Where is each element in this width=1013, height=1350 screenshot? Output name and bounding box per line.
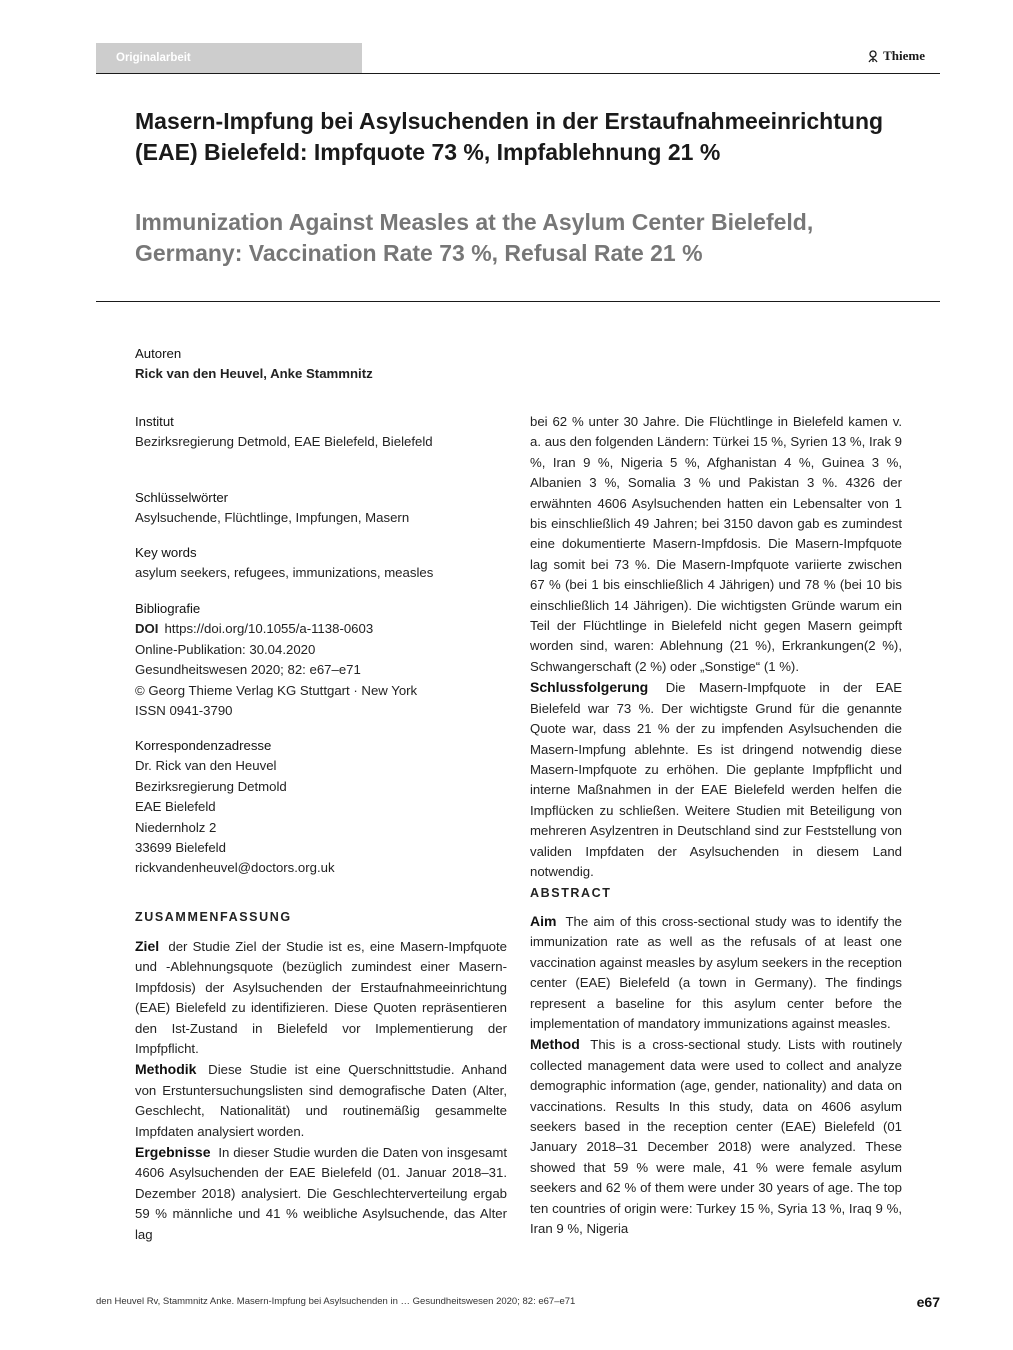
abstract-heading: ABSTRACT [530, 886, 612, 900]
aim-label: Aim [530, 913, 557, 929]
schluss-label: Schlussfolgerung [530, 679, 649, 696]
correspondence-block [135, 736, 507, 879]
methodik-label: Methodik [135, 1061, 197, 1078]
copyright-line: © Georg Thieme Verlag KG Stuttgart · New York [135, 682, 418, 698]
institute-block [135, 412, 507, 453]
correspondence-label: Korrespondenzadresse [135, 738, 272, 753]
bibliography-block [135, 599, 507, 721]
institute-text: Bezirksregierung Detmold, EAE Bielefeld, Bielefeld [135, 434, 433, 450]
journal-citation: Gesundheitswesen 2020; 82: e67–e71 [135, 662, 361, 678]
publisher-brand [867, 48, 925, 64]
page-number: e67 [916, 1294, 940, 1310]
methodik-text: Diese Studie ist eine Querschnittstudie. Anhand von Erstuntersuchungslisten sind demografische Daten (Alter, Geschlecht, Nationalität) und routinemäßig gesammelte Impfdaten analysiert worden. [135, 1062, 507, 1139]
ergebnisse-label: Ergebnisse [135, 1144, 211, 1161]
title-english: Immunization Against Measles at the Asylum Center Bielefeld, Germany: Vaccination Rate 73 %, Refusal Rate 21 % [135, 209, 814, 266]
keywords-en-text: asylum seekers, refugees, immunizations, measles [135, 565, 434, 581]
title-rule [96, 301, 940, 302]
keywords-en-label: Key words [135, 545, 197, 560]
article-type-label: Originalarbeit [96, 43, 362, 73]
thieme-logo-icon [867, 50, 879, 63]
abstract-body [530, 911, 902, 1240]
methodik-paragraph [135, 1059, 507, 1142]
ergebnisse-paragraph [135, 1142, 507, 1245]
ziel-text: der Studie Ziel der Studie ist es, eine Masern-Impfquote und -Ablehnungsquote (bezüglich zumindest einer Masern-Impfdosis) der Asylsuchenden der Erstaufnahmeeinrichtung (EAE) Bielefeld zu identifizieren. Diese Quoten repräsentieren den Ist-Zustand in Bielefeld vor Implementierung der Impfpflicht. [135, 939, 507, 1057]
keywords-de-label: Schlüsselwörter [135, 490, 229, 505]
doi-link[interactable]: https://doi.org/10.1055/a-1138-0603 [164, 621, 374, 637]
correspondence-email[interactable]: rickvandenheuvel@doctors.org.uk [135, 860, 335, 876]
zusammenfassung-heading: ZUSAMMENFASSUNG [135, 910, 292, 924]
correspondence-line: 33699 Bielefeld [135, 840, 226, 856]
doi-line [135, 619, 507, 639]
publisher-name: Thieme [883, 48, 925, 63]
authors-label: Autoren [135, 346, 182, 361]
aim-text: The aim of this cross-sectional study was to identify the immunization rate as well as the refusals of at least one vaccination against measles by asylum seekers in the reception center (EAE) Bielefeld (a town in Germany). The findings represent a baseline for this asylum center before the implementation of mandatory immunizations against measles. [530, 914, 902, 1032]
aim-paragraph [530, 911, 902, 1034]
bibliography-label: Bibliografie [135, 601, 201, 616]
ziel-paragraph [135, 936, 507, 1059]
ziel-label: Ziel [135, 938, 160, 954]
online-publication: Online-Publikation: 30.04.2020 [135, 641, 316, 657]
authors-names: Rick van den Heuvel, Anke Stammnitz [135, 366, 373, 382]
zusammenfassung-continued [530, 412, 902, 882]
keywords-en-block [135, 543, 507, 584]
correspondence-line: Niedernholz 2 [135, 819, 217, 835]
header-rule [96, 73, 940, 74]
footer-citation: den Heuvel Rv, Stammnitz Anke. Masern-Impfung bei Asylsuchenden in … Gesundheitswesen 2020; 82: e67–e71 [96, 1296, 576, 1307]
schluss-paragraph [530, 677, 902, 882]
correspondence-line: Dr. Rick van den Heuvel [135, 758, 277, 774]
issn-line: ISSN 0941-3790 [135, 703, 233, 719]
institute-label: Institut [135, 414, 174, 429]
correspondence-line: Bezirksregierung Detmold [135, 778, 287, 794]
doi-label: DOI [135, 621, 159, 637]
ergebnisse-continued: bei 62 % unter 30 Jahre. Die Flüchtlinge in Bielefeld kamen v. a. aus den folgenden Ländern: Türkei 15 %, Syrien 13 %, Irak 9 %, Iran 9 %, Nigeria 5 %, Afghanistan 4 %, Guinea 3 %, Albanien 3 %, Somalia 3 % und Pakistan 3 %. 4326 der erwähnten 4606 Asylsuchenden hatten ein Lebensalter von 1 bis einschließlich 49 Jahren; bei 3150 davon gab es zumindest eine dokumentierte Masern-Impfdosis. Die Masern-Impfquote lag somit bei 73 %. Die Masern-Impfquote variierte zwischen 67 % (bei 1 bis einschließlich 4 Jährigen) und 78 % (bei 10 bis einschließlich 14 Jährigen). Die wichtigsten Gründe warum ein Teil der Flüchtlinge in Bielefeld nicht gegen Masern geimpft worden sind, waren: Ablehnung (21 %), Erkrankungen(2 %), Schwangerschaft (2 %) oder „Sonstige“ (1 %). [530, 414, 902, 674]
authors-block [135, 344, 507, 385]
method-paragraph [530, 1034, 902, 1239]
keywords-de-text: Asylsuchende, Flüchtlinge, Impfungen, Masern [135, 510, 410, 526]
method-text: This is a cross-sectional study. Lists with routinely collected management data were used to collect and analyze demographic information (age, gender, nationality) and data on vaccinations. Results In this study, data on 4606 asylum seekers based in the reception center (EAE) Bielefeld (01 January 2018–31 December 2018) were analyzed. These showed that 59 % were male, 41 % were female asylum seekers and 62 % of them were under 30 years of age. The top ten countries of origin were: Turkey 15 %, Syria 13 %, Iraq 9 %, Iran 9 %, Nigeria [530, 1037, 902, 1237]
correspondence-line: EAE Bielefeld [135, 799, 216, 815]
schluss-text: Die Masern-Impfquote in der EAE Bielefeld war 73 %. Der wichtigste Grund für die genannte Quote war, dass 21 % der zu impfenden Asylsuchenden die Masern-Impfung ablehnte. Es ist dringend notwendig diese Masern-Impfquote zu erhöhen. Die geplante Impfpflicht und interne Maßnahmen in der EAE Bielefeld werden helfen die Impflücken zu schließen. Weitere Studien mit Beteiligung von mehreren Asylzentren in Deutschland sind zur Feststellung von validen Impfdaten der Asylsuchenden in diesem Land notwendig. [530, 680, 902, 879]
keywords-de-block [135, 488, 507, 529]
zusammenfassung-body [135, 936, 507, 1245]
method-label: Method [530, 1036, 580, 1053]
title-german: Masern-Impfung bei Asylsuchenden in der Erstaufnahmeeinrichtung (EAE) Bielefeld: Impfquote 73 %, Impfablehnung 21 % [135, 108, 884, 165]
ergebnisse-text-left: In dieser Studie wurden die Daten von insgesamt 4606 Asylsuchenden der EAE Bielefeld (01. Januar 2018–31. Dezember 2018) analysiert. Die Geschlechterverteilung ergab 59 % männliche und 41 % weibliche Asylsuchende, das Alter lag [135, 1145, 507, 1242]
